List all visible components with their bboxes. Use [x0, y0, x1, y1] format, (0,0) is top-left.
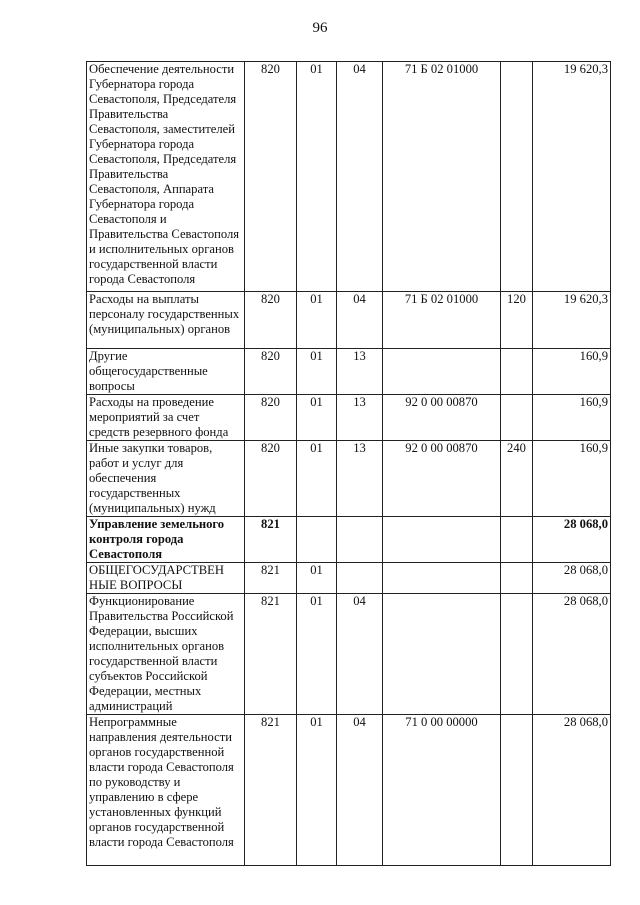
- row-name-cell: Расходы на проведение мероприятий за счет средств резервного фонда: [87, 395, 245, 441]
- row-name-cell: ОБЩЕГОСУДАРСТВЕН НЫЕ ВОПРОСЫ: [87, 563, 245, 594]
- row-name-cell: Непрограммные направления деятельности органов государственной власти города Севастополя по руководству и управлению в сфере установленных функций органов государственной власти города Севастополя: [87, 715, 245, 866]
- row-name-cell: Обеспечение деятельности Губернатора города Севастополя, Председателя Правительства Севастополя, заместителей Губернатора города Севастополя, Председателя Правительства Севастополя, Аппарата Губернатора города Севастополя и Правительства Севастополя и исполнительных органов государственной власти города Севастополя: [87, 62, 245, 292]
- table-row: [87, 395, 611, 441]
- expense-type-cell: [501, 715, 533, 866]
- amount-cell: 160,9: [533, 349, 611, 395]
- table-row: [87, 563, 611, 594]
- section-code-cell: [297, 517, 337, 563]
- ved-code-cell: 821: [245, 715, 297, 866]
- target-article-cell: [383, 563, 501, 594]
- amount-cell: 160,9: [533, 441, 611, 517]
- amount-cell: 19 620,3: [533, 292, 611, 349]
- section-code-cell: 01: [297, 395, 337, 441]
- subsection-code-cell: 04: [337, 292, 383, 349]
- row-name-cell: Функционирование Правительства Российской Федерации, высших исполнительных органов государственной власти субъектов Российской Федерации, местных администраций: [87, 594, 245, 715]
- table-row: [87, 292, 611, 349]
- row-name-cell: Управление земельного контроля города Севастополя: [87, 517, 245, 563]
- expense-type-cell: [501, 594, 533, 715]
- section-code-cell: 01: [297, 292, 337, 349]
- expense-type-cell: [501, 395, 533, 441]
- page-number: 96: [312, 20, 328, 36]
- budget-table: [86, 61, 611, 866]
- table-row: [87, 62, 611, 292]
- row-name-cell: Расходы на выплаты персоналу государственных (муниципальных) органов: [87, 292, 245, 349]
- amount-cell: 28 068,0: [533, 715, 611, 866]
- expense-type-cell: 120: [501, 292, 533, 349]
- amount-cell: 28 068,0: [533, 517, 611, 563]
- subsection-code-cell: 13: [337, 349, 383, 395]
- row-name-cell: Иные закупки товаров, работ и услуг для обеспечения государственных (муниципальных) нужд: [87, 441, 245, 517]
- expense-type-cell: [501, 517, 533, 563]
- ved-code-cell: 820: [245, 349, 297, 395]
- target-article-cell: [383, 349, 501, 395]
- target-article-cell: [383, 517, 501, 563]
- expense-type-cell: 240: [501, 441, 533, 517]
- target-article-cell: [383, 594, 501, 715]
- amount-cell: 28 068,0: [533, 563, 611, 594]
- subsection-code-cell: 04: [337, 715, 383, 866]
- target-article-cell: 71 Б 02 01000: [383, 292, 501, 349]
- ved-code-cell: 820: [245, 441, 297, 517]
- expense-type-cell: [501, 62, 533, 292]
- target-article-cell: 71 Б 02 01000: [383, 62, 501, 292]
- subsection-code-cell: 13: [337, 441, 383, 517]
- table-row: [87, 441, 611, 517]
- table-row: [87, 715, 611, 866]
- ved-code-cell: 820: [245, 395, 297, 441]
- amount-cell: 19 620,3: [533, 62, 611, 292]
- section-code-cell: 01: [297, 62, 337, 292]
- subsection-code-cell: 04: [337, 62, 383, 292]
- row-name-cell: Другие общегосударственные вопросы: [87, 349, 245, 395]
- section-code-cell: 01: [297, 594, 337, 715]
- section-code-cell: 01: [297, 715, 337, 866]
- table-row: [87, 517, 611, 563]
- budget-table-body: [87, 62, 611, 866]
- amount-cell: 160,9: [533, 395, 611, 441]
- expense-type-cell: [501, 563, 533, 594]
- section-code-cell: 01: [297, 563, 337, 594]
- target-article-cell: 92 0 00 00870: [383, 441, 501, 517]
- ved-code-cell: 820: [245, 62, 297, 292]
- subsection-code-cell: 04: [337, 594, 383, 715]
- table-row: [87, 594, 611, 715]
- ved-code-cell: 821: [245, 594, 297, 715]
- subsection-code-cell: [337, 563, 383, 594]
- target-article-cell: 92 0 00 00870: [383, 395, 501, 441]
- target-article-cell: 71 0 00 00000: [383, 715, 501, 866]
- table-row: [87, 349, 611, 395]
- section-code-cell: 01: [297, 349, 337, 395]
- subsection-code-cell: [337, 517, 383, 563]
- ved-code-cell: 821: [245, 517, 297, 563]
- ved-code-cell: 821: [245, 563, 297, 594]
- subsection-code-cell: 13: [337, 395, 383, 441]
- section-code-cell: 01: [297, 441, 337, 517]
- expense-type-cell: [501, 349, 533, 395]
- ved-code-cell: 820: [245, 292, 297, 349]
- amount-cell: 28 068,0: [533, 594, 611, 715]
